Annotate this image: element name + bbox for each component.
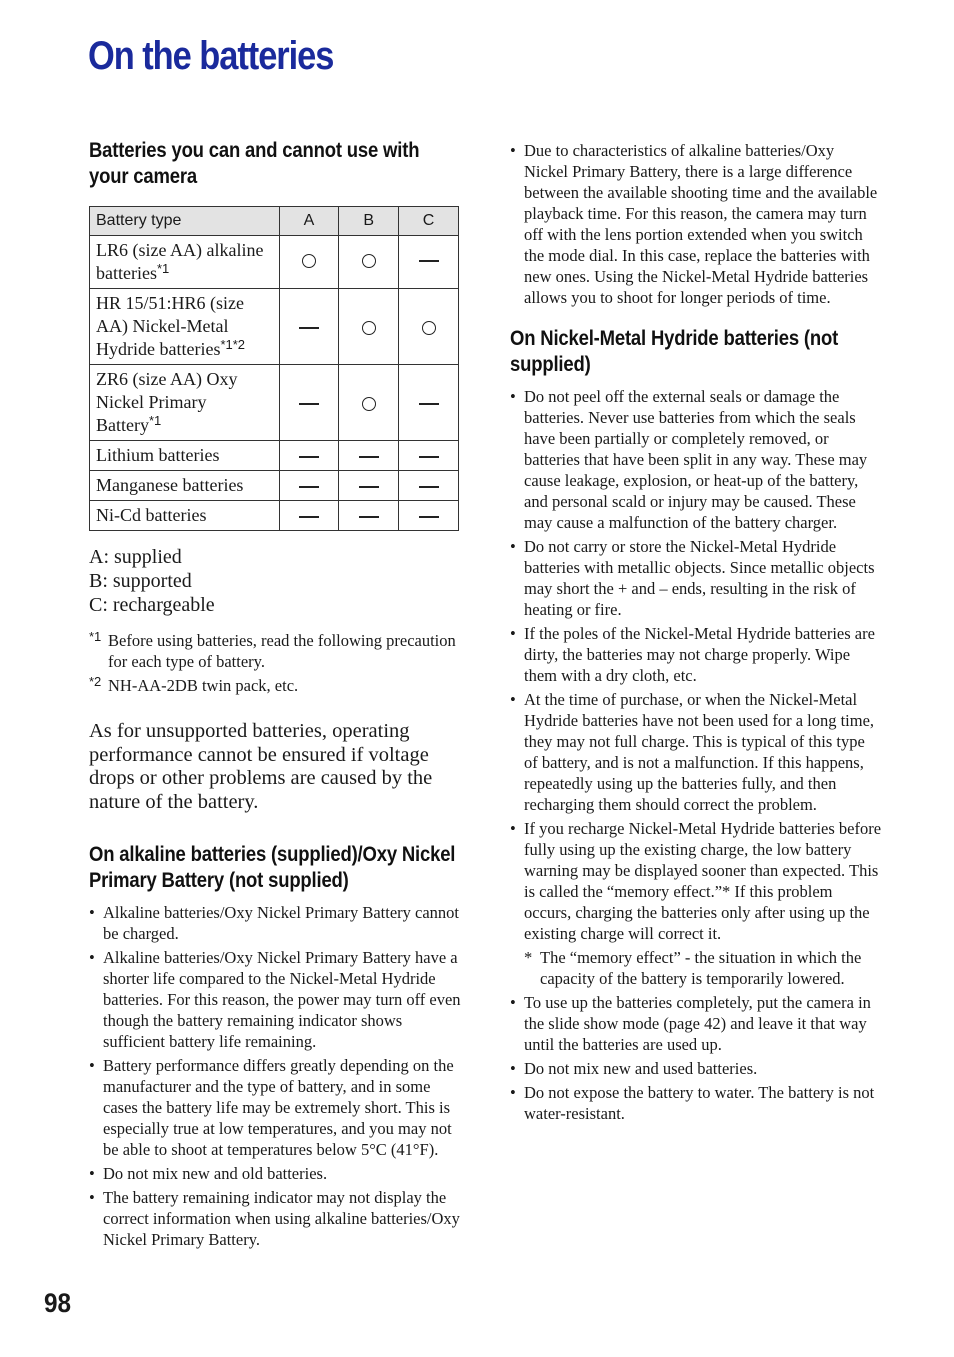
asterisk-note-text: The “memory effect” - the situation in which the capacity of the battery is temporarily lowered.: [540, 948, 862, 988]
dash-icon: [359, 456, 379, 457]
unsupported-batteries-paragraph: As for unsupported batteries, operating performance cannot be ensured if voltage drops or other problems are caused by the nature of the battery.: [89, 720, 433, 813]
cell-a: [279, 236, 339, 289]
cell-c: [399, 365, 459, 441]
right-column: [510, 140, 882, 1127]
battery-type-cell: [90, 289, 280, 365]
circle-icon: [362, 397, 376, 411]
table-row: [90, 289, 459, 365]
footnote-mark: *2: [89, 674, 102, 689]
section-heading-alkaline: On alkaline batteries (supplied)/Oxy Nickel Primary Battery (not supplied): [89, 843, 456, 892]
list-item: • If you recharge Nickel-Metal Hydride batteries before fully using up the existing charge, the low battery warning may be displayed sooner than expected. This is called the “memory effect.”* If this problem occurs, charging the batteries only after using up the existing charge will correct it.: [510, 818, 882, 944]
battery-table: [89, 206, 459, 531]
dash-icon: [419, 486, 439, 487]
cell-a: [279, 501, 339, 531]
asterisk-mark: *: [524, 948, 533, 967]
list-item: • Do not mix new and used batteries.: [510, 1058, 882, 1079]
list-item: • The battery remaining indicator may not display the correct information when using alkaline batteries/Oxy Nickel Primary Battery.: [89, 1187, 461, 1250]
alkaline-bullet-list: [89, 902, 461, 1250]
table-legend: [89, 545, 461, 617]
circle-icon: [302, 254, 316, 268]
header-a: A: [279, 207, 339, 236]
cell-b: [339, 365, 399, 441]
table-row: [90, 501, 459, 531]
cell-a: [279, 365, 339, 441]
page-number: 98: [44, 1288, 72, 1318]
battery-type-name: HR 15/51:HR6 (size AA) Nickel-Metal Hydride batteries: [96, 293, 244, 359]
table-row: [90, 365, 459, 441]
cell-c: [399, 236, 459, 289]
page-title: On the batteries: [88, 34, 334, 78]
table-body: [90, 236, 459, 531]
legend-item: A: supplied: [89, 546, 182, 568]
cell-c: [399, 501, 459, 531]
list-item: • Alkaline batteries/Oxy Nickel Primary Battery have a shorter life compared to the Nickel-Metal Hydride batteries. For this reason, the power may turn off even though the battery remaining indicator shows sufficient battery life remaining.: [89, 947, 461, 1052]
cell-a: [279, 471, 339, 501]
battery-type-name: LR6 (size AA) alkaline batteries: [96, 240, 264, 283]
list-item: • Due to characteristics of alkaline batteries/Oxy Nickel Primary Battery, there is a large difference between the available shooting time and the available playback time. For this reason, the camera may turn off with the lens portion extended when you switch the mode dial. In this case, replace the batteries with new ones. Using the Nickel-Metal Hydride batteries allows you to shoot for longer periods of time.: [510, 140, 882, 308]
table-row: [90, 236, 459, 289]
footnote-text: Before using batteries, read the following precaution for each type of battery.: [108, 631, 456, 671]
footnote-mark: *1: [89, 629, 102, 644]
legend-item: B: supported: [89, 570, 192, 592]
footnote: [89, 630, 461, 672]
cell-c: [399, 289, 459, 365]
asterisk-note-item: [510, 947, 882, 989]
battery-type-name: Lithium batteries: [96, 445, 220, 465]
nimh-bullet-list: [510, 386, 882, 1124]
dash-icon: [419, 456, 439, 457]
dash-icon: [419, 260, 439, 261]
dash-icon: [299, 327, 319, 328]
circle-icon: [422, 321, 436, 335]
cell-c: [399, 471, 459, 501]
dash-icon: [299, 516, 319, 517]
footnotes: [89, 630, 461, 696]
list-item: • To use up the batteries completely, put the camera in the slide show mode (page 42) and leave it that way until the batteries are used up.: [510, 992, 882, 1055]
header-b: B: [339, 207, 399, 236]
dash-icon: [359, 516, 379, 517]
list-item: • Do not carry or store the Nickel-Metal Hydride batteries with metallic objects. Since metallic objects may short the + and – ends, resulting in the risk of heating or fire.: [510, 536, 882, 620]
header-c: C: [399, 207, 459, 236]
circle-icon: [362, 321, 376, 335]
asterisk-note: [524, 947, 882, 989]
cell-a: [279, 441, 339, 471]
list-item: • Do not peel off the external seals or damage the batteries. Never use batteries from which the seals have been partially or completely removed, or batteries that have been split in any way. These may cause leakage, explosion, or heat-up of the battery, and personal scald or injury may be caused. These may cause a malfunction of the battery charger.: [510, 386, 882, 533]
left-column: [89, 138, 461, 1253]
section-heading-usable-batteries: Batteries you can and cannot use with your camera: [89, 139, 420, 188]
cell-b: [339, 441, 399, 471]
dash-icon: [299, 486, 319, 487]
list-item: • If the poles of the Nickel-Metal Hydride batteries are dirty, the batteries may not charge properly. Wipe them with a dry cloth, etc.: [510, 623, 882, 686]
battery-type-name: Ni-Cd batteries: [96, 505, 207, 525]
battery-type-cell: [90, 441, 280, 471]
footnote-reference: *1: [156, 261, 170, 276]
legend-item: C: rechargeable: [89, 594, 215, 616]
table-row: [90, 441, 459, 471]
header-battery-type: Battery type: [90, 207, 280, 236]
battery-type-cell: [90, 236, 280, 289]
list-item: • Alkaline batteries/Oxy Nickel Primary Battery cannot be charged.: [89, 902, 461, 944]
dash-icon: [419, 516, 439, 517]
footnote-reference: *1*2: [220, 337, 246, 352]
table-row: [90, 471, 459, 501]
list-item: • Do not mix new and old batteries.: [89, 1163, 461, 1184]
list-item: • Battery performance differs greatly depending on the manufacturer and the type of battery, and in some cases the battery life may be extremely short. This is especially true at low temperatures, and you may not be able to shoot at temperatures below 5°C (41°F).: [89, 1055, 461, 1160]
battery-type-cell: [90, 471, 280, 501]
dash-icon: [299, 403, 319, 404]
cell-b: [339, 471, 399, 501]
cell-c: [399, 441, 459, 471]
battery-type-cell: [90, 501, 280, 531]
list-item: • At the time of purchase, or when the Nickel-Metal Hydride batteries have not been used for a long time, they may not full charge. This is typical of this type of battery, and is not a malfunction. If this happens, repeatedly using up the batteries fully, and then recharging them should correct the problem.: [510, 689, 882, 815]
footnote-reference: *1: [148, 413, 162, 428]
circle-icon: [362, 254, 376, 268]
cell-b: [339, 501, 399, 531]
list-item: • Do not expose the battery to water. The battery is not water-resistant.: [510, 1082, 882, 1124]
dash-icon: [419, 403, 439, 404]
cell-b: [339, 236, 399, 289]
dash-icon: [299, 456, 319, 457]
cell-b: [339, 289, 399, 365]
footnote: [89, 675, 461, 696]
footnote-text: NH-AA-2DB twin pack, etc.: [108, 676, 299, 695]
battery-type-cell: [90, 365, 280, 441]
battery-type-name: Manganese batteries: [96, 475, 244, 495]
dash-icon: [359, 486, 379, 487]
section-heading-nickel-metal-hydride: On Nickel-Metal Hydride batteries (not supplied): [510, 327, 839, 376]
battery-type-name: ZR6 (size AA) Oxy Nickel Primary Battery: [96, 369, 238, 435]
table-header-row: [90, 207, 459, 236]
alkaline-bullet-list-continued: [510, 140, 882, 308]
cell-a: [279, 289, 339, 365]
